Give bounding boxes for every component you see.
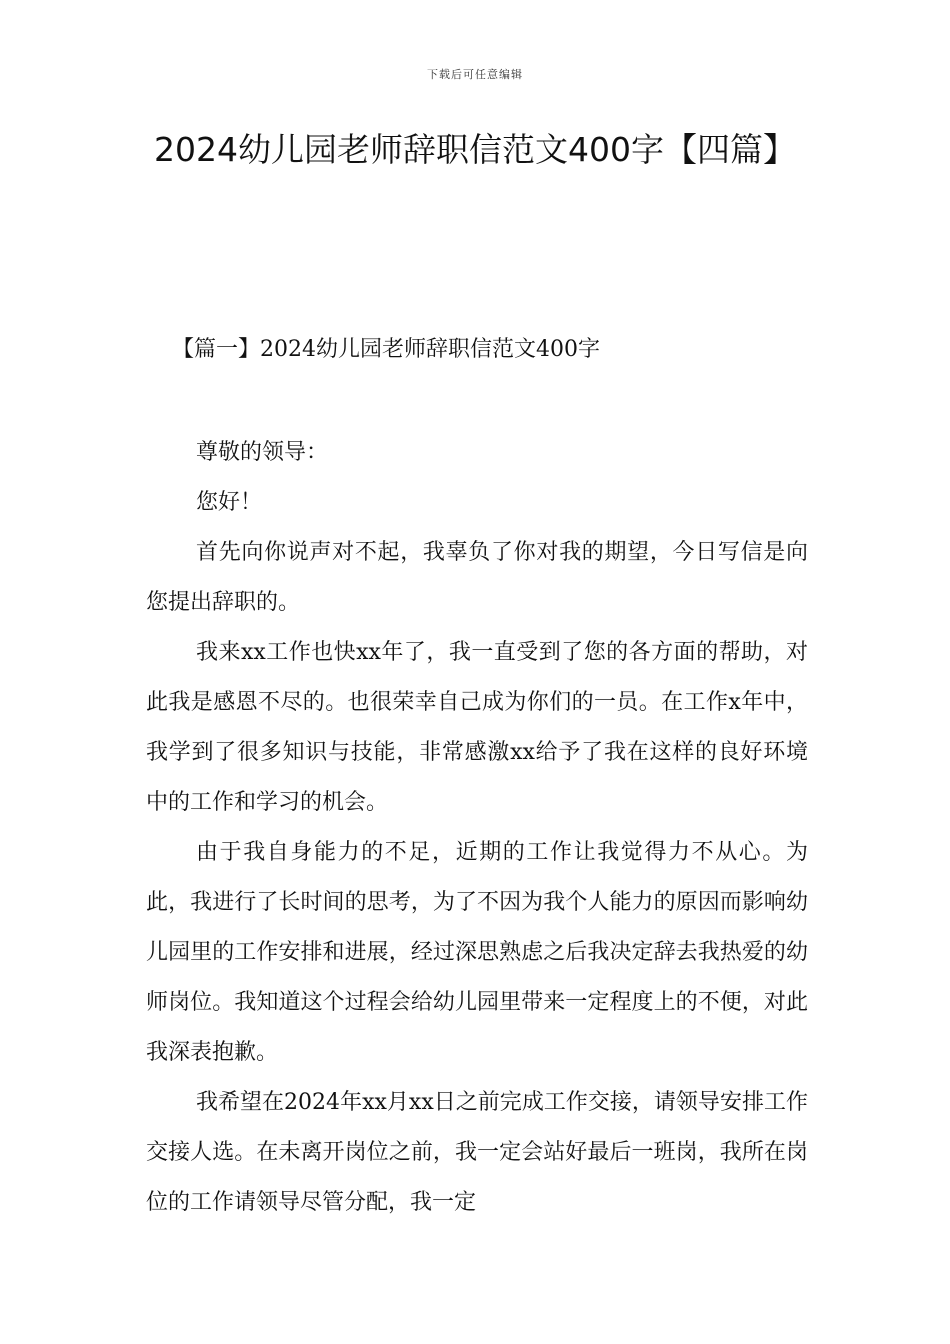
document-title: 2024幼儿园老师辞职信范文400字【四篇】 xyxy=(154,130,796,169)
header-note: 下载后可任意编辑 xyxy=(427,68,523,81)
salutation: 尊敬的领导： xyxy=(196,440,329,465)
body-paragraph: 首先向你说声对不起，我辜负了你对我的期望，今日写信是向您提出辞职的。 xyxy=(146,540,808,615)
body-paragraph: 由于我自身能力的不足，近期的工作让我觉得力不从心。为此，我进行了长时间的思考，为了不因为我个人能力的原因而影响幼儿园里的工作安排和进展，经过深思熟虑之后我决定辞去我热爱的幼师岗位。我知道这个过程会给幼儿园里带来一定程度上的不便，对此我深表抱歉。 xyxy=(146,840,808,1065)
body-paragraph: 我希望在2024年xx月xx日之前完成工作交接，请领导安排工作交接人选。在未离开岗位之前，我一定会站好最后一班岗，我所在岗位的工作请领导尽管分配，我一定 xyxy=(146,1090,808,1215)
body-paragraph: 我来xx工作也快xx年了，我一直受到了您的各方面的帮助，对此我是感恩不尽的。也很荣幸自己成为你们的一员。在工作x年中，我学到了很多知识与技能，非常感激xx给予了我在这样的良好环境中的工作和学习的机会。 xyxy=(146,640,808,815)
letter-body xyxy=(146,428,808,1228)
greeting: 您好！ xyxy=(196,490,263,515)
section-heading: 【篇一】2024幼儿园老师辞职信范文400字 xyxy=(172,337,600,362)
